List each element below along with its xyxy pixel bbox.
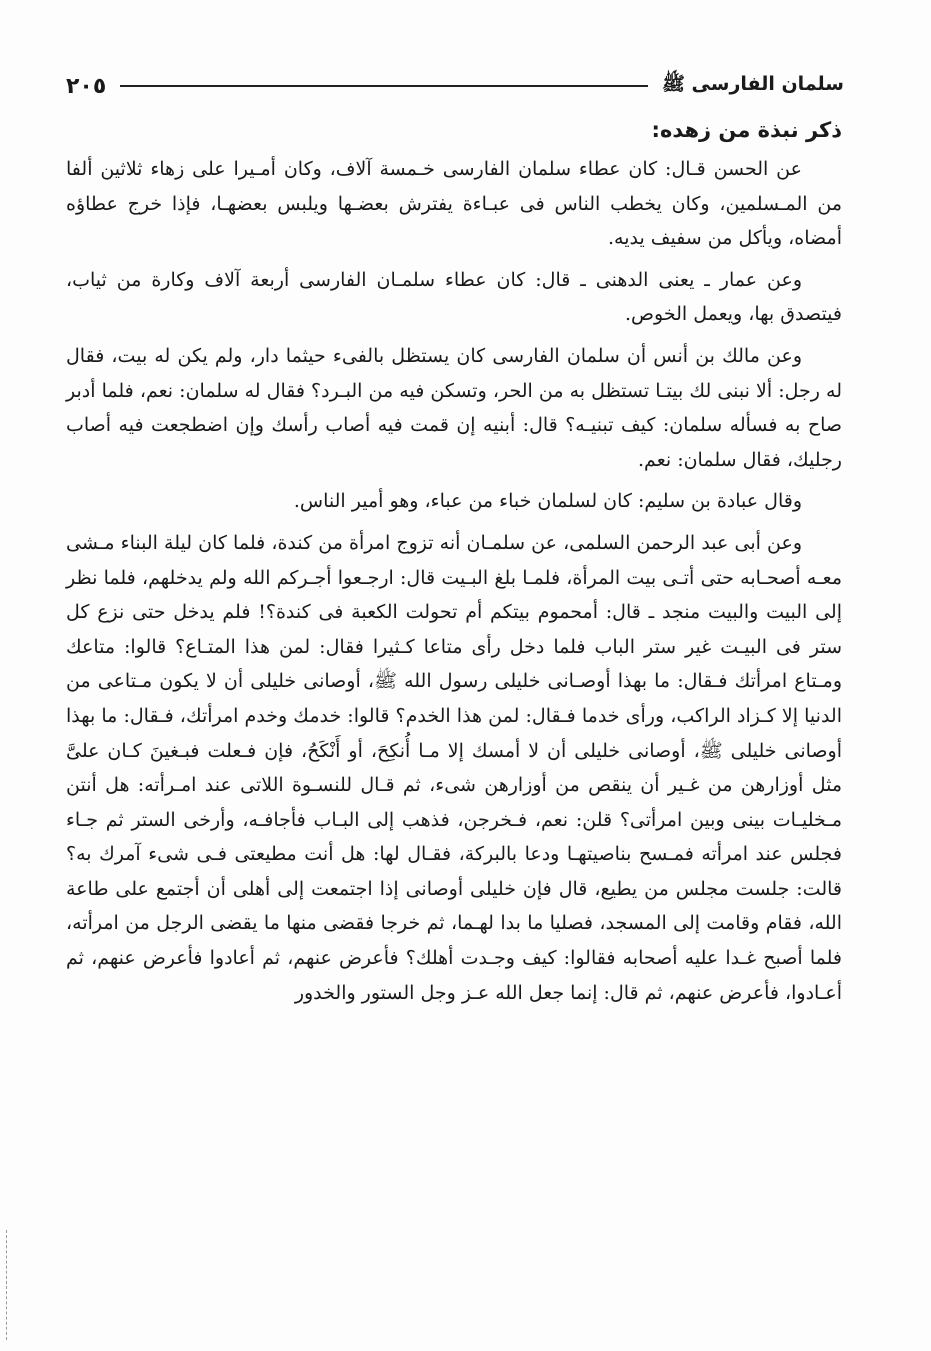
paragraph: وقال عبادة بن سليم: كان لسلمان خباء من عباء، وهو أمير الناس. xyxy=(293,490,802,513)
paragraph: وعن أبى عبد الرحمن السلمى، عن سلمـان أنه تزوج امرأة من كندة، فلما كان ليلة البناء مـشى معـه أصحـابه حتى أتـى بيت المرأة، فلمـا بلغ البـيت قال: ارجـعوا أجـركم الله ولم يدخلهم، فلما نظر إلى البيت والبيت منجد ـ قال: أمحموم بيتكم أم تحولت الكعبة فى كندة؟! فلم يدخل حتى نزع كل ستر فى البيـت غير ستر الباب فلما دخل رأى متاعا كـثيرا فقال: لمن هذا المتـاع؟ قالوا: متاعك ومـتاع امرأتك فـقال: ما بهذا أوصـانى خليلى رسول الله ﷺ، أوصانى خليلى أن لا يكون مـتاعى من الدنيا إلا كـزاد الراكب، ورأى خدما فـقال: لمن هذا الخدم؟ قالوا: خدمك وخدم امرأتك، فـقال: ما بهذا أوصانى خليلى ﷺ، أوصانى خليلى أن لا أمسك إلا مـا أُنكِحَ، أو أَنْكَحُ، فإن فـعلت فبـغينَ كـان علىَّ مثل أوزارهن من غـير أن ينقص من أوزارهن شىء، ثم قـال للنسـوة اللاتى عند امـرأته: هل أنتن مـخليـات بينى وبين امرأتى؟ قلن: نعم، فـخرجن، فذهب إلى البـاب فأجافـه، وأرخى الستر ثم جـاء فجلس عند امرأته فمـسح بناصيتهـا ودعا بالبركة، فقـال لها: هل أنت مطيعتى فـى شىء آمرك به؟ قالت: جلست مجلس من يطيع، قال فإن خليلى أوصانى إذا اجتمعت إلى أهلى أن أجتمع على طاعة الله، فقام وقامت إلى المسجد، فصليا ما بدا لهـما، ثم خرجا فقضى منها ما يقضى الرجل من امرأته، فلما أصبح غـدا عليه أصحابه فقالوا: كيف وجـدت أهلك؟ فأعرض عنهم، ثم أعادوا فأعرض عنهم، ثم أعـادوا، فأعرض عنهم، ثم قال: إنما جعل الله عـز وجل الستور والخدور xyxy=(66,531,842,1004)
paragraph: وعن عمار ـ يعنى الدهنى ـ قال: كان عطاء سلمـان الفارسى أربعة آلاف وكارة من ثياب، فيتصدق بها، ويعمل الخوص. xyxy=(66,268,842,326)
running-title: سلمان الفارسى ﷺ xyxy=(661,73,844,95)
page-body xyxy=(66,112,842,1017)
paragraph: وعن مالك بن أنس أن سلمان الفارسى كان يستظل بالفىء حيثما دار، ولم يكن له بيت، فقال له رجل: ألا نبنى لك بيتـا تستظل به من الحر، وتسكن فيه من البـرد؟ فقال له سلمان: نعم، فلما أدبر صاح به فسأله سلمان: كيف تبنيـه؟ قال: أبنيه إن قمت فيه أصاب رأسك وإن اضطجعت فيه أصاب رجليك، فقال سلمان: نعم. xyxy=(66,344,842,471)
header-rule xyxy=(120,85,648,87)
section-heading: ذكر نبذة من زهده: xyxy=(651,118,842,142)
page-number: ٢٠٥ xyxy=(66,73,107,99)
scan-edge-marks xyxy=(6,1230,9,1340)
running-header xyxy=(66,68,844,104)
paragraph: عن الحسن قـال: كان عطاء سلمان الفارسى خـمسة آلاف، وكان أمـيرا على زهاء ثلاثين ألفا من المـسلمين، وكان يخطب الناس فى عبـاءة يفترش بعضـها ويلبس بعضهـا، فإذا خرج عطاؤه أمضاه، ويأكل من سفيف يديه. xyxy=(66,158,842,250)
